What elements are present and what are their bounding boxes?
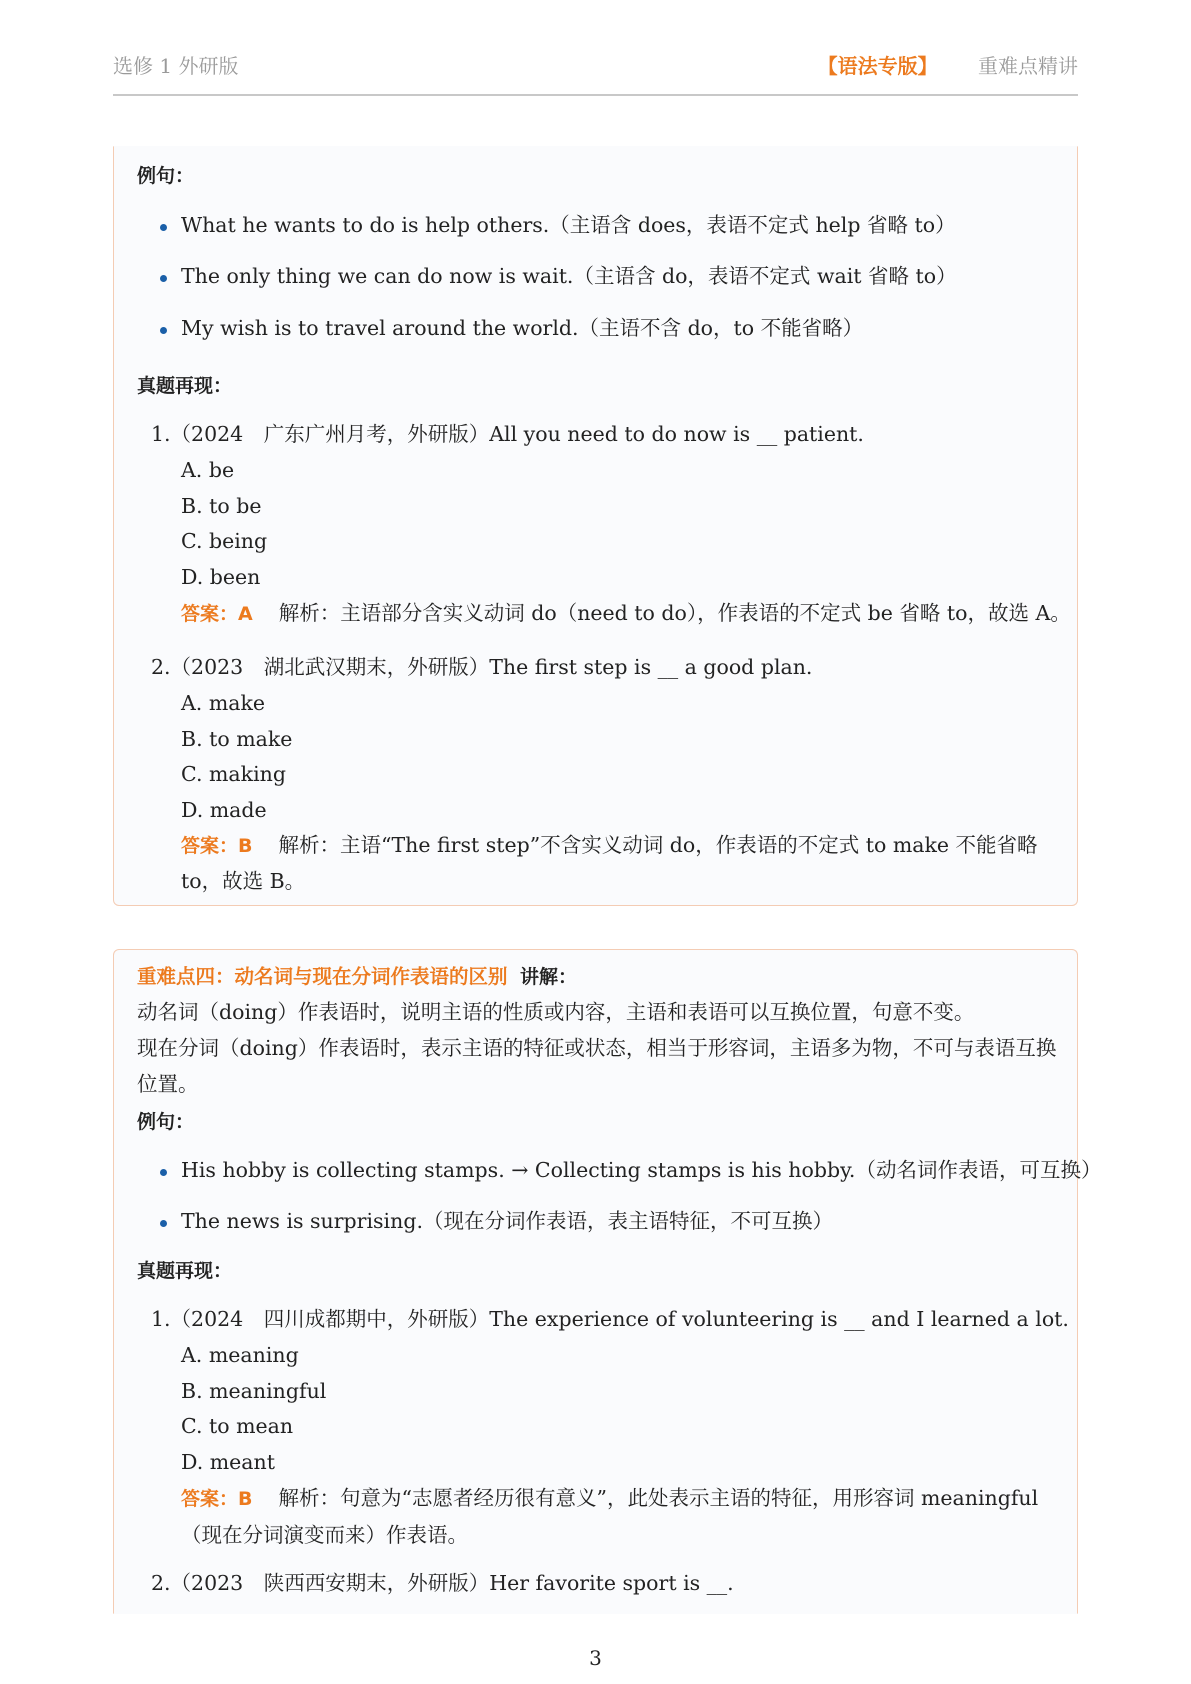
- option: C. being: [181, 529, 268, 553]
- option: B. to be: [181, 494, 262, 518]
- question-stem: 2.（2023 陕西西安期末，外研版）Her favorite sport is __.: [151, 1571, 734, 1595]
- header-book-title: 选修 1 外研版: [113, 54, 239, 78]
- answer-line: [181, 1480, 1067, 1553]
- examples-label: 例句：: [137, 1111, 195, 1133]
- examples-label: 例句：: [137, 165, 195, 187]
- explanation: 解析：主语部分含实义动词 do（need to do），作表语的不定式 be 省略 to，故选 A。: [278, 601, 1071, 625]
- example-sentence: What he wants to do is help others.（主语含 does，表语不定式 help 省略 to）: [181, 213, 956, 237]
- question-stem: 2.（2023 湖北武汉期末，外研版）The first step is __ a good plan.: [151, 655, 813, 679]
- explanation-paragraph: 现在分词（doing）作表语时，表示主语的特征或状态，相当于形容词，主语多为物，不可与表语互换位置。: [137, 1036, 1057, 1096]
- page-header: [113, 44, 1078, 96]
- option: A. meaning: [181, 1343, 299, 1367]
- example-sentence: The only thing we can do now is wait.（主语含 do，表语不定式 wait 省略 to）: [181, 264, 957, 288]
- answer-label: 答案：A: [181, 603, 253, 625]
- option: A. be: [181, 458, 235, 482]
- option: D. made: [181, 798, 267, 822]
- option: A. make: [181, 691, 266, 715]
- question-stem: 1.（2024 广东广州月考，外研版）All you need to do now is __ patient.: [151, 422, 864, 446]
- option: C. to mean: [181, 1414, 294, 1438]
- option: D. meant: [181, 1450, 275, 1474]
- bullet-icon: [160, 1169, 167, 1176]
- explanation: 解析：主语“The first step”不含实义动词 do，作表语的不定式 to make 不能省略: [278, 833, 1038, 857]
- bullet-icon: [160, 327, 167, 334]
- option: B. meaningful: [181, 1379, 327, 1403]
- explanation: 解析：句意为“志愿者经历很有意义”，此处表示主语的特征，用形容词 meaningful（现在分词演变而来）作表语。: [181, 1486, 1039, 1547]
- example-sentence: My wish is to travel around the world.（主语不含 do，to 不能省略）: [181, 316, 864, 340]
- example-sentence: His hobby is collecting stamps. → Collecting stamps is his hobby.（动名词作表语，可互换）: [181, 1158, 1102, 1182]
- section-title: 重难点四：动名词与现在分词作表语的区别: [137, 965, 508, 988]
- bullet-icon: [160, 1220, 167, 1227]
- answer-label: 答案：B: [181, 1488, 253, 1510]
- section-title-suffix: 讲解：: [520, 966, 578, 988]
- section-heading: [137, 963, 577, 991]
- page-number: 3: [589, 1646, 602, 1670]
- header-section-title: 重难点精讲: [978, 54, 1078, 78]
- exam-label: 真题再现：: [137, 1260, 233, 1282]
- example-sentence: The news is surprising.（现在分词作表语，表主语特征，不可互换）: [181, 1209, 833, 1233]
- bullet-icon: [160, 275, 167, 282]
- header-right-group: [818, 50, 1078, 79]
- option: B. to make: [181, 727, 293, 751]
- bullet-icon: [160, 224, 167, 231]
- answer-label: 答案：B: [181, 835, 253, 857]
- header-tag: 【语法专版】: [817, 54, 938, 78]
- exam-label: 真题再现：: [137, 375, 233, 397]
- answer-line: [181, 600, 1071, 628]
- option: C. making: [181, 762, 286, 786]
- question-stem: 1.（2024 四川成都期中，外研版）The experience of volunteering is __ and I learned a lot.: [151, 1307, 1069, 1331]
- answer-line: [181, 832, 1038, 860]
- explanation-paragraph: 动名词（doing）作表语时，说明主语的性质或内容，主语和表语可以互换位置，句意不变。: [137, 1000, 975, 1024]
- content-box-1: [113, 146, 1078, 906]
- option: D. been: [181, 565, 261, 589]
- explanation-continued: to，故选 B。: [181, 869, 306, 893]
